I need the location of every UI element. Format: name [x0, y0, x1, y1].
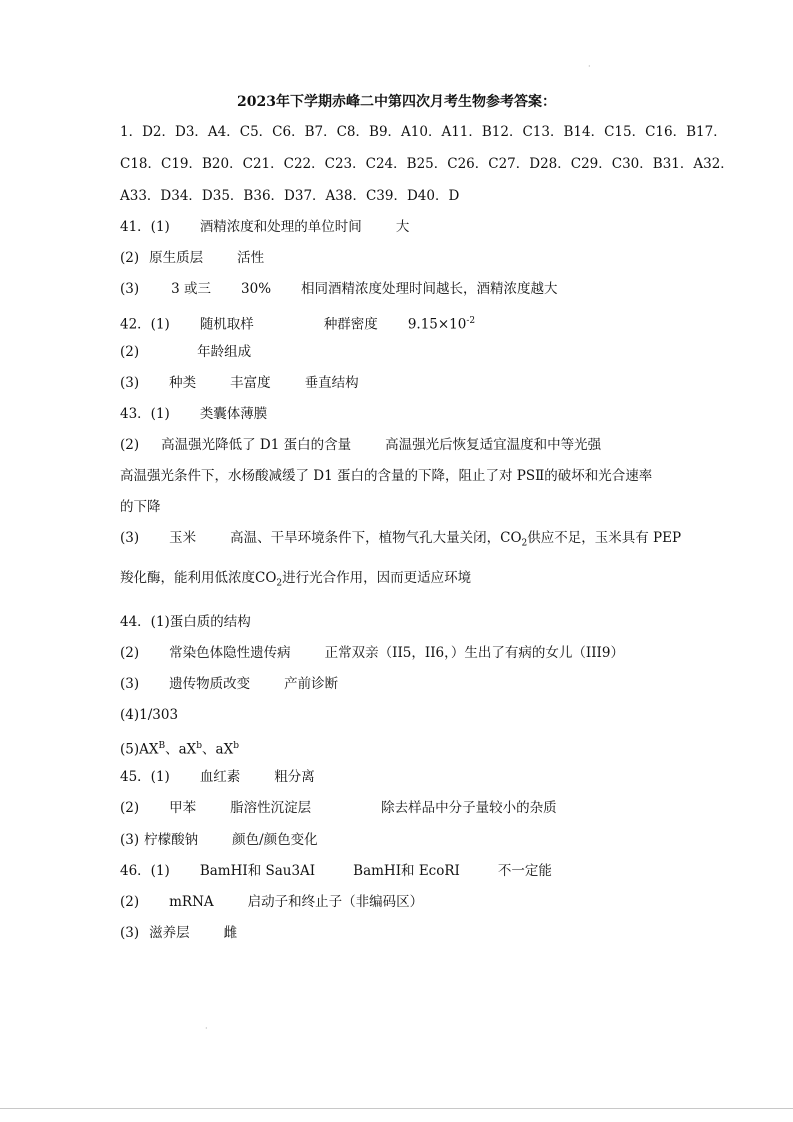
choice-answers-line-1: 1．D2．D3．A4．C5．C6．B7．C8．B9．A10．A11．B12．C13．B14．C15．C16．B17． — [120, 124, 727, 140]
q42-answer-1a: 随机取样 — [199, 316, 254, 333]
q41-answer-2b: 活性 — [237, 250, 265, 266]
q42-label-2: (2) — [120, 344, 140, 360]
q41-answer-1b: 大 — [395, 219, 410, 235]
q43-answer-2a: 高温强光降低了 D1 蛋白的含量 — [161, 437, 352, 453]
q45-part1 — [120, 767, 315, 787]
q44-part5: $(5)AX^B$、$aX^b$、$aX^b$ — [120, 741, 239, 758]
q41-answer-1a: 酒精浓度和处理的单位时间 — [199, 219, 362, 235]
q42-part3 — [120, 373, 359, 393]
co2-formula-2: $CO_2$ — [255, 570, 283, 589]
q44-answer-3a: 遗传物质改变 — [169, 676, 251, 692]
q44-part2 — [120, 643, 624, 663]
q43-answer-2c-line1: 高温强光条件下，水杨酸减缓了 D1 蛋白的含量的下降，阻止了对 PSⅡ的破坏和光合速率 — [120, 468, 653, 484]
choice-answers-line-2: C18．C19．B20．C21．C22．C23．C24．B25．C26．C27．D28．C29．C30．B31．A32． — [120, 156, 734, 172]
q42-part1 — [120, 311, 475, 335]
q41-label-3: (3) — [120, 281, 140, 297]
q46-part1 — [120, 861, 552, 881]
q44-answer-2a: 常染色体隐性遗传病 — [169, 645, 291, 661]
q46-label-2: (2) — [120, 894, 140, 910]
page-title: 2023年下学期赤峰二中第四次月考生物参考答案： — [237, 94, 556, 110]
q44-part1: 44．(1)蛋白质的结构 — [120, 614, 251, 630]
q44-part4: (4)1/303 — [120, 707, 179, 723]
co2-formula: $CO_2$ — [500, 530, 528, 549]
q42-number: 42．(1) — [120, 316, 170, 333]
q41-part3 — [120, 279, 558, 299]
q46-answer-1a: BamHⅠ和 Sau3AⅠ — [199, 863, 316, 879]
page-bottom-rule — [0, 1108, 793, 1109]
q43-answer-2c-line2: 的下降 — [120, 499, 161, 515]
q42-answer-2a: 年龄组成 — [197, 344, 252, 360]
q43-answer-2b: 高温强光后恢复适宜温度和中等光强 — [385, 437, 602, 453]
q43-part1 — [120, 404, 267, 424]
q45-number: 45．(1) — [120, 769, 170, 785]
q45-part2 — [120, 798, 557, 818]
q45-part3 — [120, 830, 318, 850]
q44-label-2: (2) — [120, 645, 140, 661]
q46-part3 — [120, 923, 237, 943]
q43-part3 — [120, 528, 681, 554]
q43-part2 — [120, 435, 601, 455]
choice-answers-line-3: A33．D34．D35．B36．D37．A38．C39．D40．D — [120, 188, 460, 204]
q46-answer-2a: mRNA — [169, 894, 214, 910]
q45-label-2: (2) — [120, 800, 140, 816]
q44-part3 — [120, 674, 338, 694]
q44-answer-2b: 正常双亲（II5，II6，）生出了有病的女儿（III9） — [324, 645, 624, 661]
q45-answer-2c: 除去样品中分子量较小的杂质 — [381, 800, 557, 816]
q46-label-3: (3) — [120, 925, 140, 941]
speck-mark-bottom: · — [205, 1024, 208, 1033]
q43-number: 43．(1) — [120, 406, 170, 422]
q42-answer-3a: 种类 — [169, 375, 197, 391]
q42-answer-1b: 种群密度 — [323, 316, 378, 333]
q45-answer-3a: 柠檬酸钠 — [144, 832, 199, 848]
q43-answer-3c: 供应不足，玉米具有 PEP — [527, 530, 682, 546]
q43-answer-3a: 玉米 — [169, 530, 197, 546]
q43-answer-3d1: 羧化酶，能利用低浓度 — [120, 570, 255, 586]
q42-label-3: (3) — [120, 375, 140, 391]
q41-answer-2a: 原生质层 — [149, 250, 204, 266]
q46-answer-1c: 不一定能 — [497, 863, 552, 879]
q45-answer-3b: 颜色/颜色变化 — [232, 832, 318, 848]
q41-answer-3b: 30% — [241, 281, 272, 297]
q42-part2 — [120, 342, 251, 362]
speck-mark: · — [588, 62, 591, 71]
q46-number: 46．(1) — [120, 863, 170, 879]
q42-answer-3b: 丰富度 — [230, 375, 271, 391]
q46-answer-2b: 启动子和终止子（非编码区） — [247, 894, 424, 910]
q41-number: 41．(1) — [120, 219, 170, 235]
q43-part3-cont — [120, 568, 471, 594]
q42-answer-1c: 9.15×10 — [407, 316, 467, 333]
q43-label-3: (3) — [120, 530, 140, 546]
q45-answer-1a: 血红素 — [199, 769, 241, 785]
q41-answer-3a: 3 或三 — [171, 281, 212, 297]
q45-label-3: (3) — [120, 832, 140, 848]
q43-answer-3d2: 进行光合作用，因而更适应环境 — [282, 570, 472, 586]
q41-part1 — [120, 217, 409, 237]
q41-part2 — [120, 248, 264, 268]
q45-answer-2a: 甲苯 — [169, 800, 197, 816]
q46-answer-1b: BamHⅠ和 EcoRⅠ — [353, 863, 460, 879]
q43-answer-1a: 类囊体薄膜 — [199, 406, 268, 422]
q43-answer-3b: 高温、干旱环境条件下，植物气孔大量关闭， — [230, 530, 501, 546]
q45-answer-1b: 粗分离 — [274, 769, 315, 785]
q46-answer-3a: 滋养层 — [149, 925, 190, 941]
q43-label-2: (2) — [120, 437, 140, 453]
q42-exponent: -2 — [466, 316, 476, 326]
q42-answer-3c: 垂直结构 — [304, 375, 359, 391]
q44-answer-3b: 产前诊断 — [284, 676, 339, 692]
q46-answer-3b: 雌 — [223, 925, 238, 941]
q41-label-2: (2) — [120, 250, 140, 266]
q46-part2 — [120, 892, 423, 912]
q41-answer-3c: 相同酒精浓度处理时间越长，酒精浓度越大 — [301, 281, 558, 297]
q45-answer-2b: 脂溶性沉淀层 — [230, 800, 312, 816]
q44-label-3: (3) — [120, 676, 140, 692]
